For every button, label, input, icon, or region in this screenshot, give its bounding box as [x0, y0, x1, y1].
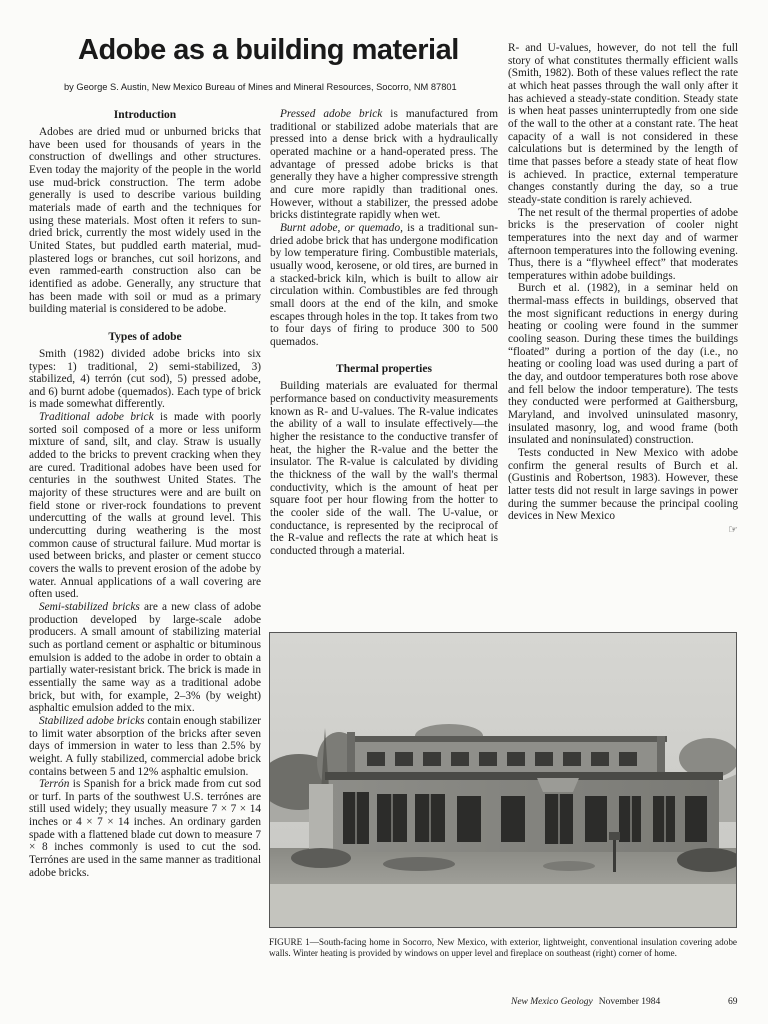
paragraph: Adobes are dried mud or unburned bricks that have been used for thousands of years in the construction of dwellings and other structures. Even today the majority of the people in the world use mud-brick construction. The term adobe generally is used to describe various building materials made of earth and the techniques for using these materials. Most often it refers to sun-dried brick, currently the most widely used in the United States, but puddled earth material, mud-plastered logs or branches, cut soil horizons, and even rammed-earth construction also can be identified as adobe. Generally, any structure that has been made with soil or mud as a primary building material is considered to be adobe. [29, 126, 261, 316]
term-pressed: Pressed adobe brick [280, 108, 383, 120]
paragraph: Smith (1982) divided adobe bricks into six types: 1) traditional, 2) semi-stabilized, 3) stabilized, 4) terrón (cut sod), 5) pressed adobe, and 6) burnt adobe (quemados). Each type of brick is made somewhat differently. [29, 347, 261, 411]
term-traditional: Traditional adobe brick [39, 411, 154, 424]
figure-caption: FIGURE 1—South-facing home in Socorro, New Mexico, with exterior, lightweight, conventional insulation covering adobe walls. Winter heating is provided by windows on upper level and fireplace on southeast (right) corner of home. [269, 937, 737, 958]
journal-name: New Mexico Geology [511, 997, 593, 1007]
page-number: 69 [728, 997, 738, 1007]
adobe-house-photo [269, 632, 737, 928]
paragraph: Burch et al. (1982), in a seminar held on thermal-mass effects in buildings, observed that the most significant reductions in energy during heating or cooling were found in the summer cooling season. During these times the buildings “floated” during a portion of the day (i.e., no heating or cooling load was used during a part of the day, and outdoor temperatures both rose above and fell below the indoor temperature). The tests they conducted were performed at Gaithersburg, Maryland, and involved uninsulated masonry, insulated masonry, log, and wood frame (both insulated and noninsulated) construction. [508, 282, 738, 447]
figure-photo [269, 632, 737, 928]
article-title: Adobe as a building material [78, 34, 459, 66]
footer-journal [511, 997, 660, 1007]
paragraph [29, 778, 261, 879]
paragraph [29, 601, 261, 715]
paragraph: Building materials are evaluated for thermal performance based on conductivity measurements known as R- and U-values. The R-value indicates the ability of a wall to insulate effectively—the higher the resistance to the conductive transfer of heat, the higher the R-value and the better the insulator. The R-value is calculated by dividing the thickness of the wall by the wall's thermal conductivity, which is the amount of heat per square foot per hour flowing from the hotter to the cooler side of the wall. The U-value, or conductance, is represented by the reciprocal of the R-value and reflects the rate at which heat is conducted through a material. [270, 380, 498, 557]
byline: by George S. Austin, New Mexico Bureau of Mines and Mineral Resources, Socorro, NM 87801 [64, 82, 457, 92]
paragraph [270, 222, 498, 349]
term-stabilized: Stabilized adobe bricks [39, 714, 145, 727]
paragraph: R- and U-values, however, do not tell the full story of what constitutes thermally efficient walls (Smith, 1982). Both of these values reflect the rate at which heat passes through the wall only after it has achieved a steady-state condition. Steady state is when heat passes uninterruptedly from one side of the wall to the other at a constant rate. The heat capacity of a wall is not considered in these calculations but is determined by the length of time that passes before a steady state of heat flow is achieved. In practice, external temperature changes constantly during the day, so a true steady-state condition is rarely achieved. [508, 42, 738, 206]
term-semi-stabilized: Semi-stabilized bricks [39, 600, 140, 613]
paragraph: Tests conducted in New Mexico with adobe confirm the general results of Burch et al. (Gustinis and Robertson, 1983). However, these latter tests did not result in large savings in power during the summer because the principal cooling devices in New Mexico [508, 447, 738, 523]
section-heading-types: Types of adobe [108, 330, 182, 343]
column-2 [270, 108, 498, 558]
paragraph [29, 411, 261, 601]
term-terron: Terrón [39, 778, 70, 791]
paragraph-text: is manufactured from traditional or stabilized adobe materials that are pressed into a dense brick with a hydraulically operated machine or a hand-operated press. The advantage of pressed adobe bricks is that generally they have a higher compressive strength and cure more rapidly than traditional ones. However, without a stabilizer, the pressed adobe bricks distintegrate rapidly when wet. [270, 108, 498, 222]
paragraph [29, 715, 261, 778]
issue-date: November 1984 [598, 997, 661, 1007]
paragraph-text: is made with poorly sorted soil composed of a more or less uniform mixture of sand, silt, and clay. Straw is usually added to the bricks to prevent cracking when they are cured. Traditional adobes have been used for centuries in the southwest United States. The majority of these structures were and are built on field stone or river-rock foundations to prevent undercutting of the walls at ground level. This undercutting during weathering is the most common cause of structural failure. Mud mortar is used between bricks, and plaster or cement stucco covers the walls to prevent erosion of the adobe by water. Annual applications of a wall covering are often used. [29, 411, 261, 601]
section-heading-thermal: Thermal properties [336, 363, 432, 376]
term-burnt: Burnt adobe, or quemado, [280, 221, 403, 234]
paragraph: The net result of the thermal properties of adobe bricks is the preservation of cooler night temperatures into the next day and of warmer afternoon temperatures into the following evening. Thus, there is a “flywheel effect” that moderates temperatures within adobe buildings. [508, 206, 738, 282]
paragraph [270, 108, 498, 222]
section-heading-introduction: Introduction [113, 109, 177, 121]
column-1 [29, 108, 261, 879]
continued-hand-icon: ☞ [728, 523, 738, 536]
column-3 [508, 42, 738, 536]
paragraph-text: is a traditional sun-dried adobe brick that has undergone modification by low temperature firing. Combustible materials, usually wood, kerosene, or old tires, are burned in a stacked-brick kiln, which is built to allow air circulation within. Combustibles are fed through small doors at the end of the kiln, and smoke escapes through holes in the top. It takes from two to four days of firing to produce 300 to 500 quemados. [270, 221, 499, 348]
paragraph-text: are a new class of adobe production developed by large-scale adobe producers. A small amount of stabilizing material such as portland cement or asphaltic or bituminous emulsion is added to the adobe in order to obtain a partially water-resistant brick. The brick is made in essentially the same way as a traditional adobe brick, but with, for example, 2–3% (by weight) asphaltic emulsion added to the mix. [29, 600, 261, 715]
paragraph-text: contain enough stabilizer to limit water absorption of the bricks after seven days of immersion in water to less than 2.5% by weight. A fully stabilized, commercial adobe brick contains between 5 and 12% asphaltic emulsion. [29, 714, 261, 778]
paragraph-text: is Spanish for a brick made from cut sod or turf. In parts of the southwest U.S. terrónes are still used widely; they usually measure 7 × 7 × 14 inches or 4 × 7 × 14 inches. An ordinary garden spade with a flattened blade cut down to measure 7 × 8 inches commonly is used to cut the sod. Terrónes are used in the same manner as traditional adobe bricks. [29, 778, 261, 879]
